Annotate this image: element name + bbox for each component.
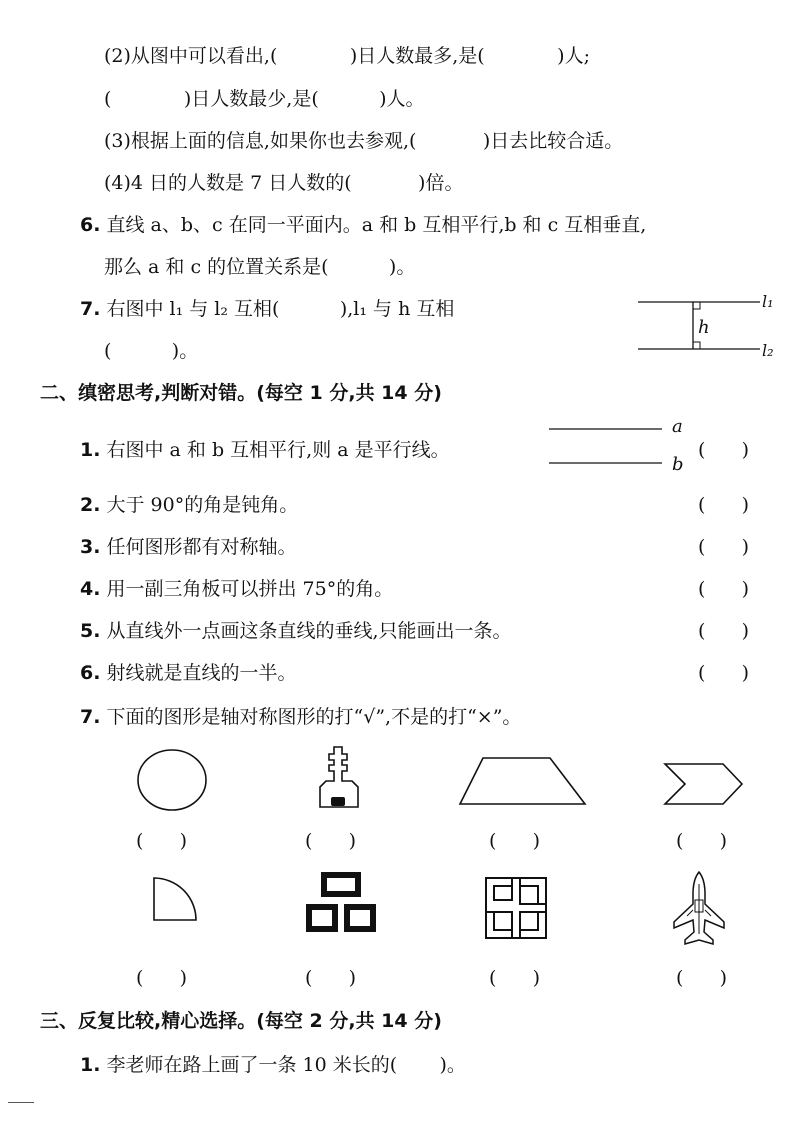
shape-7-answer[interactable]: ( ): [489, 967, 541, 989]
s2-item-6-text: 射线就是直线的一半。: [106, 662, 297, 684]
q5-sub3: (3)根据上面的信息,如果你也去参观,( )日去比较合适。: [104, 130, 624, 152]
s2-item-1-answer[interactable]: ( ): [698, 439, 750, 461]
s2-item-4-number: 4.: [80, 578, 101, 600]
pin-character-shape: [305, 872, 377, 934]
label-l1: l₁: [762, 292, 774, 311]
circle-shape: [136, 748, 208, 812]
s2-item-3-number: 3.: [80, 536, 101, 558]
q7-number: 7.: [80, 298, 101, 320]
q7-line2: ( )。: [104, 340, 199, 362]
s2-item-1: [80, 437, 450, 463]
section3-heading: 三、反复比较,精心选择。(每空 2 分,共 14 分): [40, 1010, 442, 1032]
shape-2-answer[interactable]: ( ): [305, 830, 357, 852]
label-l2: l₂: [762, 341, 774, 360]
q6-line2: 那么 a 和 c 的位置关系是( )。: [104, 256, 416, 278]
q7-text-1: 右图中 l₁ 与 l₂ 互相( ),l₁ 与 h 互相: [106, 298, 455, 320]
s2-item-5-answer[interactable]: ( ): [698, 620, 750, 642]
shape-3-answer[interactable]: ( ): [489, 830, 541, 852]
shape-1-answer[interactable]: ( ): [136, 830, 188, 852]
s2-item-2-text: 大于 90°的角是钝角。: [106, 494, 299, 516]
s2-item-2: [80, 492, 298, 518]
s2-item-2-answer[interactable]: ( ): [698, 494, 750, 516]
label-h: h: [698, 317, 710, 338]
chevron-shape: [663, 761, 745, 807]
section2-heading: 二、缜密思考,判断对错。(每空 1 分,共 14 分): [40, 382, 442, 404]
s2-item-5: [80, 618, 512, 644]
s2-item-5-text: 从直线外一点画这条直线的垂线,只能画出一条。: [106, 620, 512, 642]
s3-q1-number: 1.: [80, 1054, 101, 1076]
footer-rule: [8, 1102, 34, 1103]
s2-item-4: [80, 576, 393, 602]
s2-item-3: [80, 534, 297, 560]
s2-item-3-answer[interactable]: ( ): [698, 536, 750, 558]
s2-item-6: [80, 660, 297, 686]
s2-item-6-answer[interactable]: ( ): [698, 662, 750, 684]
quarter-circle-shape: [152, 876, 198, 922]
shape-5-answer[interactable]: ( ): [136, 967, 188, 989]
q6-line1: [80, 212, 646, 238]
shape-6-answer[interactable]: ( ): [305, 967, 357, 989]
s3-q1-text: 李老师在路上画了一条 10 米长的( )。: [106, 1054, 466, 1076]
s2-item-4-text: 用一副三角板可以拼出 75°的角。: [106, 578, 394, 600]
trapezoid-shape: [458, 755, 588, 807]
s2-item-5-number: 5.: [80, 620, 101, 642]
s2-item-7-text: 下面的图形是轴对称图形的打“√”,不是的打“×”。: [106, 706, 522, 728]
q7-line1: [80, 296, 454, 322]
q5-sub2-line1: (2)从图中可以看出,( )日人数最多,是( )人;: [104, 45, 590, 67]
shape-4-answer[interactable]: ( ): [676, 830, 728, 852]
swastika-shape: [482, 874, 550, 942]
s2-item-1-text: 右图中 a 和 b 互相平行,则 a 是平行线。: [106, 439, 450, 461]
key-shape: [315, 745, 361, 815]
label-b: b: [672, 454, 684, 475]
shape-8-answer[interactable]: ( ): [676, 967, 728, 989]
airplane-shape: [671, 870, 727, 948]
s3-q1: [80, 1052, 466, 1078]
s2-item-7: [80, 704, 521, 730]
q5-sub4: (4)4 日的人数是 7 日人数的( )倍。: [104, 172, 464, 194]
q6-number: 6.: [80, 214, 101, 236]
s2-item-6-number: 6.: [80, 662, 101, 684]
label-a: a: [672, 416, 683, 437]
q5-sub2-line2: ( )日人数最少,是( )人。: [104, 88, 425, 110]
s2-item-7-number: 7.: [80, 706, 101, 728]
s2-item-3-text: 任何图形都有对称轴。: [106, 536, 297, 558]
s2-item-4-answer[interactable]: ( ): [698, 578, 750, 600]
s2-item-1-number: 1.: [80, 439, 101, 461]
s2-item-2-number: 2.: [80, 494, 101, 516]
parallel-ab-figure: [549, 426, 669, 466]
q6-text-1: 直线 a、b、c 在同一平面内。a 和 b 互相平行,b 和 c 互相垂直,: [106, 214, 647, 236]
